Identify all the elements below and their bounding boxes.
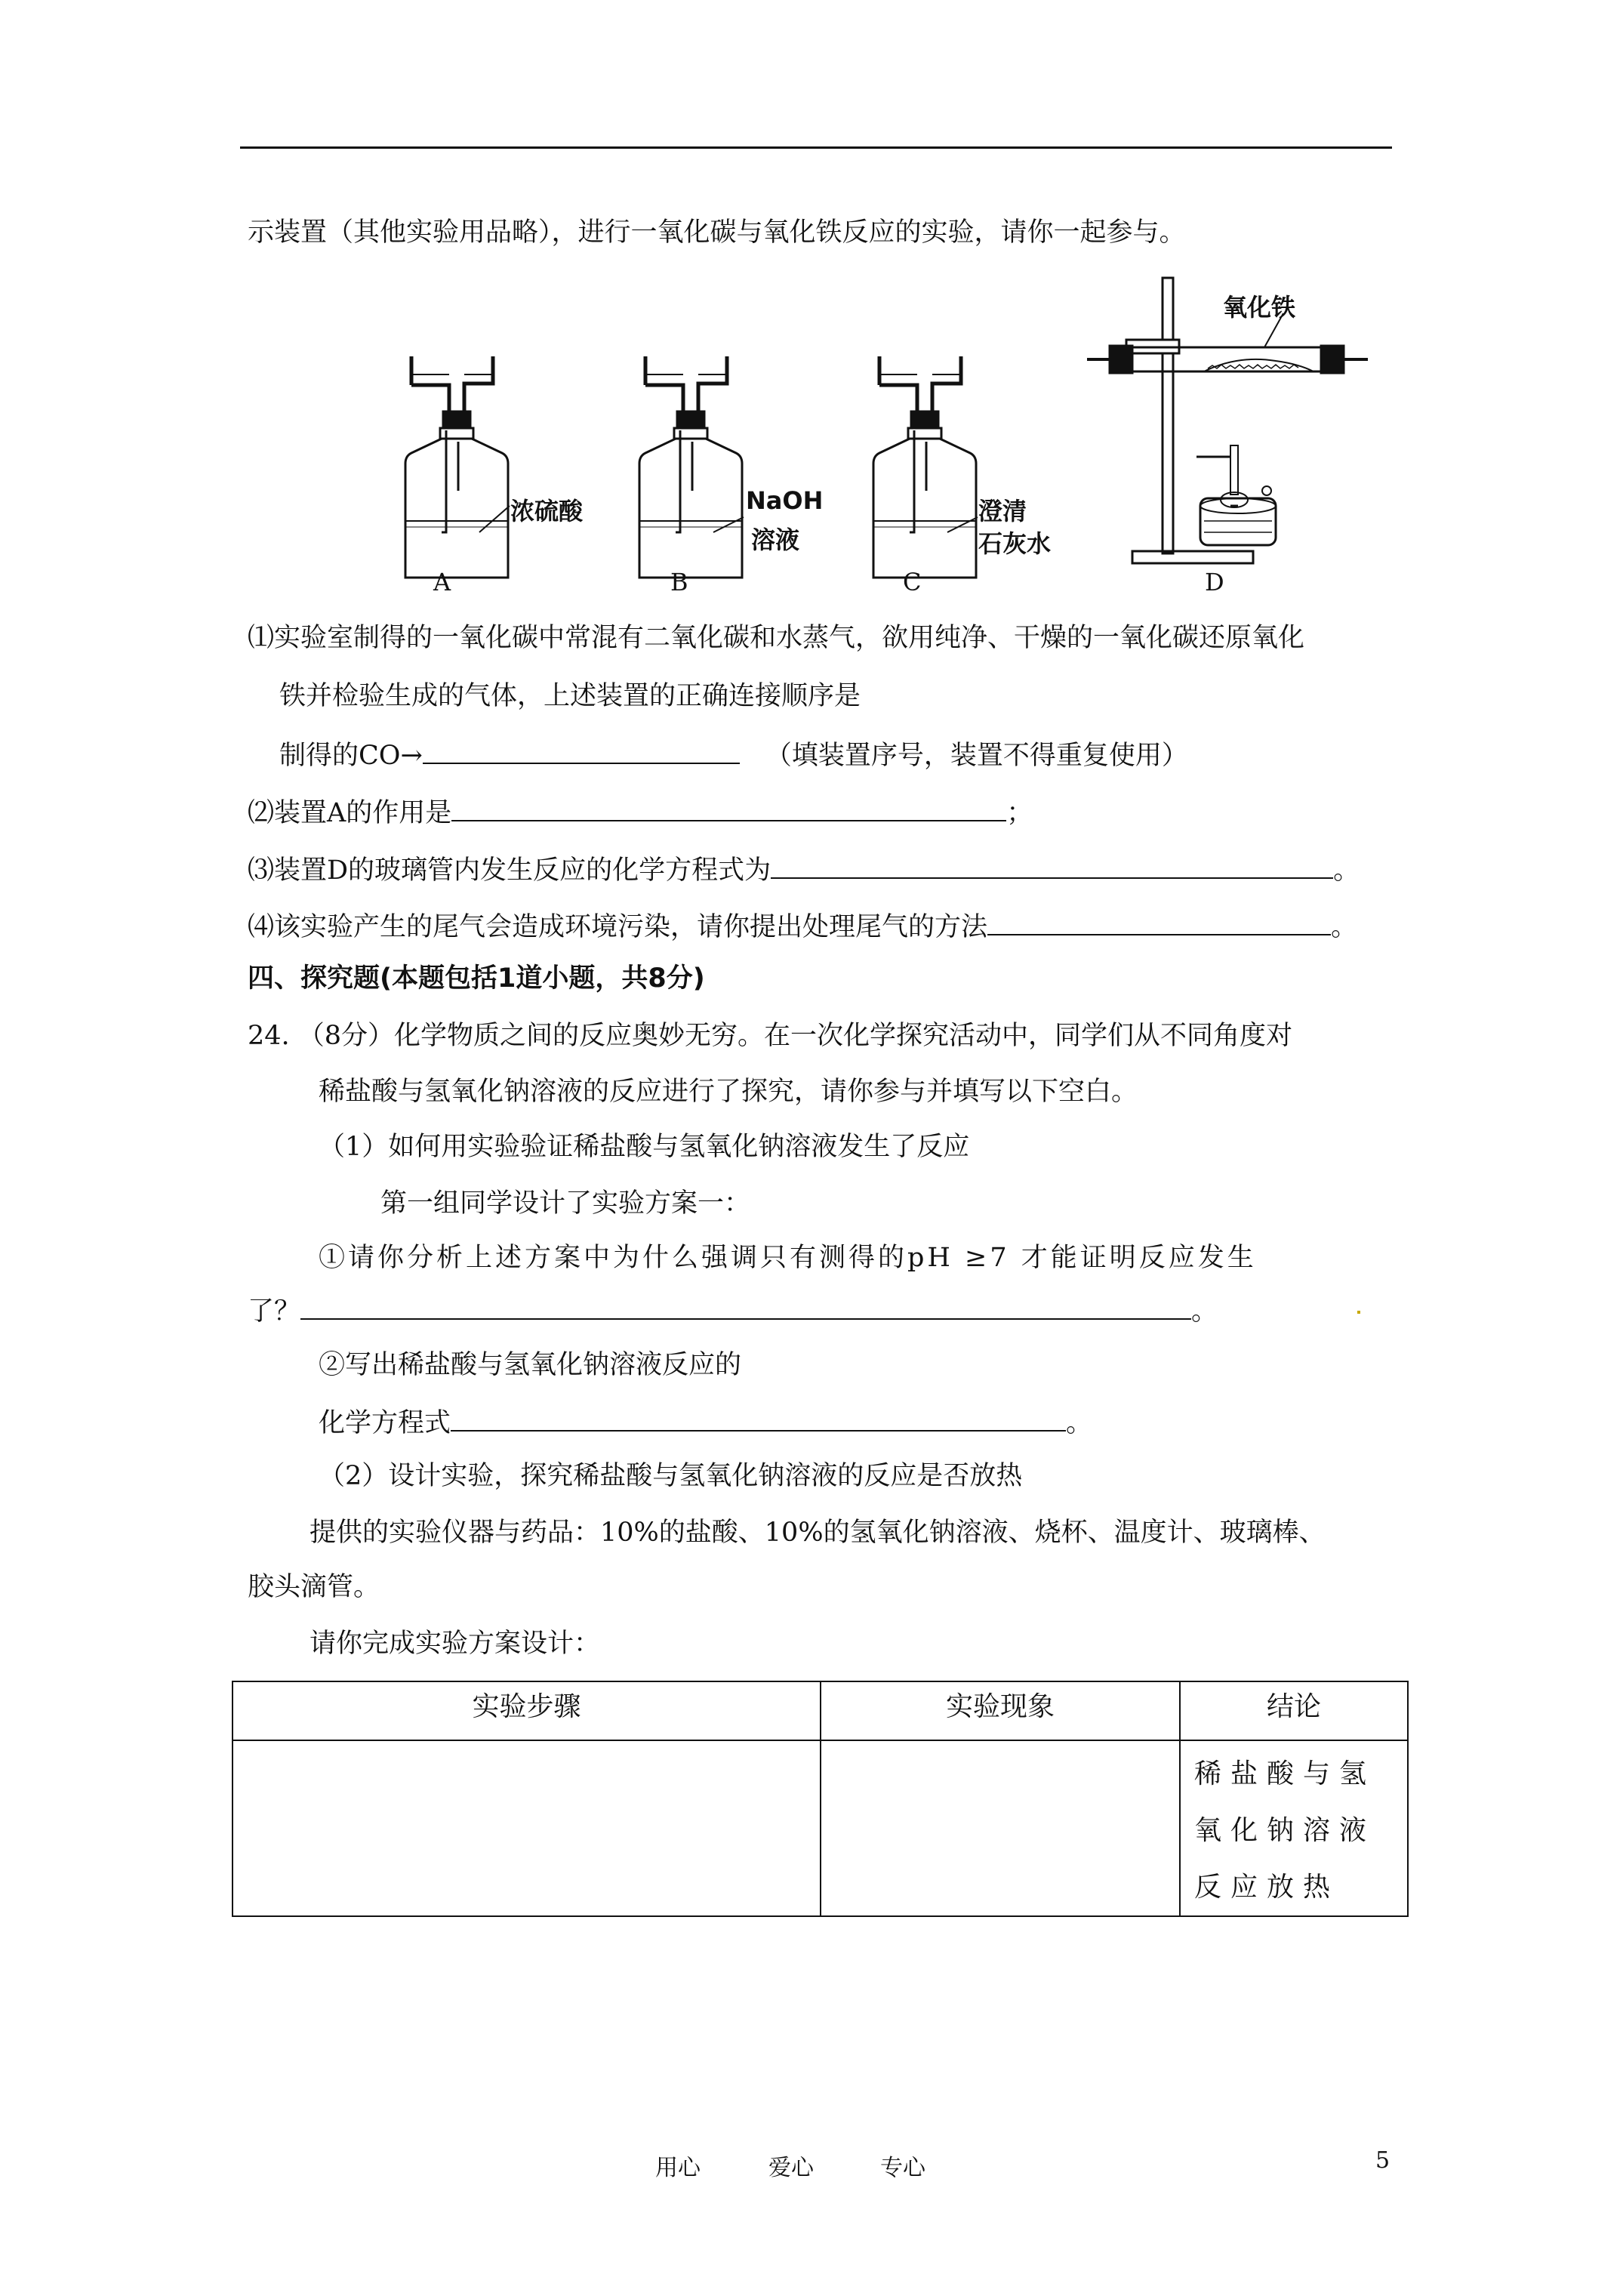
q4-answer-blank[interactable] — [987, 908, 1331, 935]
table-row — [233, 1740, 1408, 1916]
caption-D: D — [1205, 568, 1224, 596]
bottle-B — [639, 356, 744, 578]
q24-sub1-suffix: 。 — [1191, 1296, 1218, 1327]
footer-word-1: 用心 — [655, 2155, 701, 2181]
section-heading: 四、探究题(本题包括1道小题，共8分) — [248, 963, 705, 994]
q1-line1: ⑴实验室制得的一氧化碳中常混有二氧化碳和水蒸气，欲用纯净、干燥的一氧化碳还原氧化 — [248, 623, 1305, 653]
q2-answer-blank[interactable] — [451, 794, 1006, 821]
yellow-dot — [1357, 1311, 1360, 1314]
header-phenomenon: 实验现象 — [821, 1681, 1180, 1740]
header-conclusion: 结论 — [1180, 1681, 1408, 1740]
q24-part2-materials-1: 提供的实验仪器与药品：10%的盐酸、10%的氢氧化钠溶液、烧杯、温度计、玻璃棒、 — [310, 1518, 1326, 1548]
q24-sub2-suffix: 。 — [1066, 1408, 1093, 1438]
q24-sub1-answer-blank[interactable] — [300, 1293, 1191, 1320]
header-rule — [240, 146, 1392, 149]
bottle-A — [405, 356, 510, 578]
q24-line2: 稀盐酸与氢氧化钠溶液的反应进行了探究，请你参与并填写以下空白。 — [319, 1077, 1138, 1107]
label-B-reagent-2: 溶液 — [751, 525, 800, 554]
label-D-reagent: 氧化铁 — [1223, 293, 1296, 322]
q1-answer-blank[interactable] — [423, 737, 740, 764]
q24-part2-prompt: 请你完成实验方案设计： — [310, 1629, 601, 1659]
q24-sub1-line1: ①请你分析上述方案中为什么强调只有测得的pH ≥7 才能证明反应发生 — [319, 1243, 1257, 1273]
experiment-table — [232, 1681, 1409, 1917]
q24-part2-title: （2）设计实验，探究稀盐酸与氢氧化钠溶液的反应是否放热 — [319, 1461, 1023, 1491]
cell-steps[interactable] — [233, 1740, 821, 1916]
header-steps: 实验步骤 — [233, 1681, 821, 1740]
q3-answer-blank[interactable] — [771, 852, 1333, 879]
q1-line2: 铁并检验生成的气体，上述装置的正确连接顺序是 — [279, 681, 861, 711]
q24-part2-materials-2: 胶头滴管。 — [248, 1572, 380, 1602]
footer-word-3: 专心 — [880, 2155, 925, 2181]
intro-line: 示装置（其他实验用品略），进行一氧化碳与氧化铁反应的实验，请你一起参与。 — [248, 217, 1186, 248]
q4-suffix: 。 — [1331, 912, 1358, 942]
q24-sub2-line2 — [319, 1404, 1092, 1440]
q3-line — [248, 852, 1360, 887]
q24-part1-intro: 第一组同学设计了实验方案一： — [380, 1188, 751, 1219]
q4-line — [248, 908, 1357, 944]
q24-sub2-line1: ②写出稀盐酸与氢氧化钠溶液反应的 — [319, 1350, 742, 1380]
q2-prefix: ⑵装置A的作用是 — [248, 798, 452, 828]
caption-C: C — [903, 568, 922, 596]
q4-prefix: ⑷该实验产生的尾气会造成环境污染，请你提出处理尾气的方法 — [248, 912, 988, 942]
q1-suffix: （填装置序号，装置不得重复使用） — [765, 741, 1188, 771]
q2-suffix: ； — [1006, 798, 1033, 828]
label-B-reagent-1: NaOH — [746, 486, 824, 515]
page-number: 5 — [1375, 2147, 1390, 2174]
table-header-row — [233, 1681, 1408, 1740]
q2-line — [248, 794, 1033, 830]
q24-sub2-answer-blank[interactable] — [451, 1404, 1066, 1432]
label-C-reagent-2: 石灰水 — [978, 529, 1052, 558]
label-C-reagent-1: 澄清 — [978, 497, 1027, 525]
q24-sub1-prefix: 了？ — [248, 1296, 301, 1327]
q24-sub1-line2 — [248, 1293, 1218, 1328]
q24-part1-title: （1）如何用实验验证稀盐酸与氢氧化钠溶液发生了反应 — [319, 1132, 970, 1162]
q1-prefix: 制得的CO→ — [279, 741, 423, 771]
q3-prefix: ⑶装置D的玻璃管内发生反应的化学方程式为 — [248, 855, 771, 886]
cell-conclusion: 稀盐酸与氢氧化钠溶液反应放热 — [1180, 1740, 1408, 1916]
q24-sub2-prefix: 化学方程式 — [319, 1408, 451, 1438]
q1-line3 — [279, 737, 1188, 772]
label-A-reagent: 浓硫酸 — [510, 497, 584, 525]
q24-line1: 24. （8分）化学物质之间的反应奥妙无穷。在一次化学探究活动中，同学们从不同角度对 — [248, 1021, 1293, 1051]
bottle-C — [873, 356, 978, 578]
cell-phenomenon[interactable] — [821, 1740, 1180, 1916]
footer-word-2: 爱心 — [768, 2155, 814, 2181]
caption-A: A — [433, 568, 451, 596]
caption-B: B — [670, 568, 688, 596]
q3-suffix: 。 — [1333, 855, 1360, 886]
